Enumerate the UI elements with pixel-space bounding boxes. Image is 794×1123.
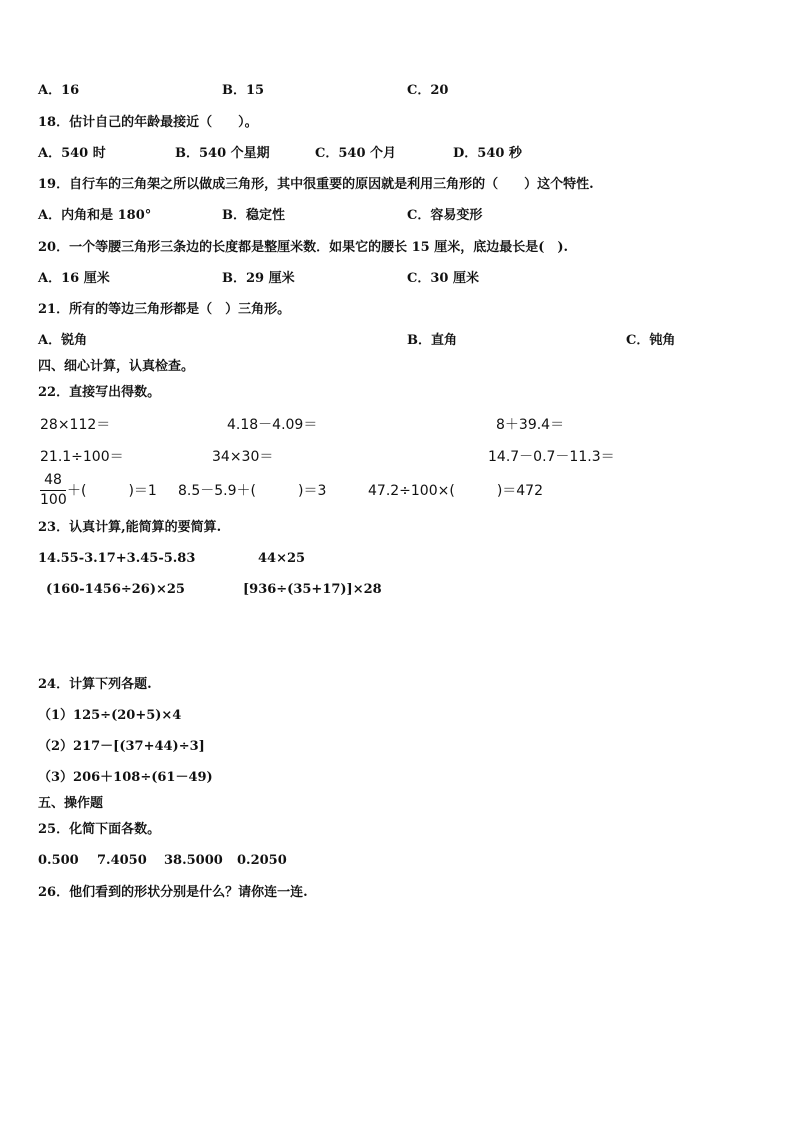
q18-option-a: A．540 时 — [38, 146, 106, 161]
q22-expr-9: 47.2÷100×( )＝472 — [368, 483, 543, 499]
q22-expr-3: 8＋39.4＝ — [496, 417, 565, 433]
q20-option-c: C．30 厘米 — [407, 271, 479, 286]
q23-item-1: 14.55-3.17+3.45-5.83 — [38, 551, 196, 566]
q24-stem: 24．计算下列各题. — [38, 677, 152, 692]
q21-option-c: C．钝角 — [626, 333, 676, 348]
q25-value-4: 0.2050 — [237, 853, 287, 868]
fraction-numerator: 48 — [44, 472, 62, 488]
q18-option-b: B．540 个星期 — [175, 146, 270, 161]
q23-item-3: (160-1456÷26)×25 — [46, 582, 185, 597]
fraction-denominator: 100 — [40, 492, 67, 508]
q18-stem: 18．估计自己的年龄最接近（ ）。 — [38, 115, 258, 130]
q22-expr-5: 34×30＝ — [212, 449, 274, 465]
fraction-bar — [40, 490, 66, 491]
q25-stem: 25．化简下面各数。 — [38, 822, 161, 837]
q23-item-4: [936÷(35+17)]×28 — [243, 582, 382, 597]
q17-option-b: B．15 — [222, 83, 265, 98]
q19-option-a: A．内角和是 180° — [38, 208, 152, 223]
q19-option-b: B．稳定性 — [222, 208, 285, 223]
q22-expr-8: 8.5－5.9＋( )＝3 — [178, 483, 327, 499]
q21-stem: 21．所有的等边三角形都是（ ）三角形。 — [38, 302, 291, 317]
q21-option-b: B．直角 — [407, 333, 457, 348]
q22-fraction — [40, 472, 66, 509]
q26-stem: 26．他们看到的形状分别是什么？请你连一连. — [38, 885, 308, 900]
q17-option-a: A．16 — [38, 83, 80, 98]
q18-option-c: C．540 个月 — [315, 146, 397, 161]
q24-item-1: （1）125÷(20+5)×4 — [38, 708, 182, 723]
q19-stem: 19．自行车的三角架之所以做成三角形，其中很重要的原因就是利用三角形的（ ）这个特性. — [38, 177, 594, 192]
q20-stem: 20．一个等腰三角形三条边的长度都是整厘米数．如果它的腰长 15 厘米，底边最长是( ). — [38, 240, 569, 255]
q24-item-2: （2）217－[(37+44)÷3] — [38, 739, 205, 754]
q17-option-c: C．20 — [407, 83, 449, 98]
q25-value-3: 38.5000 — [164, 853, 223, 868]
q22-expr-7: ＋( )＝1 — [67, 483, 157, 499]
q25-value-1: 0.500 — [38, 853, 79, 868]
section-4-heading: 四、细心计算，认真检查。 — [38, 359, 195, 374]
q20-option-a: A．16 厘米 — [38, 271, 110, 286]
section-5-heading: 五、操作题 — [38, 796, 104, 811]
q24-item-3: （3）206＋108÷(61－49) — [38, 770, 213, 785]
q22-stem: 22．直接写出得数。 — [38, 385, 161, 400]
q22-expr-2: 4.18－4.09＝ — [227, 417, 318, 433]
q22-expr-1: 28×112＝ — [40, 417, 111, 433]
q21-option-a: A．锐角 — [38, 333, 88, 348]
q23-item-2: 44×25 — [258, 551, 306, 566]
q19-option-c: C．容易变形 — [407, 208, 483, 223]
q18-option-d: D．540 秒 — [453, 146, 522, 161]
q20-option-b: B．29 厘米 — [222, 271, 295, 286]
q22-expr-6: 14.7－0.7－11.3＝ — [488, 449, 615, 465]
q25-value-2: 7.4050 — [97, 853, 147, 868]
q23-stem: 23．认真计算,能简算的要简算. — [38, 520, 222, 535]
q22-expr-4: 21.1÷100＝ — [40, 449, 124, 465]
